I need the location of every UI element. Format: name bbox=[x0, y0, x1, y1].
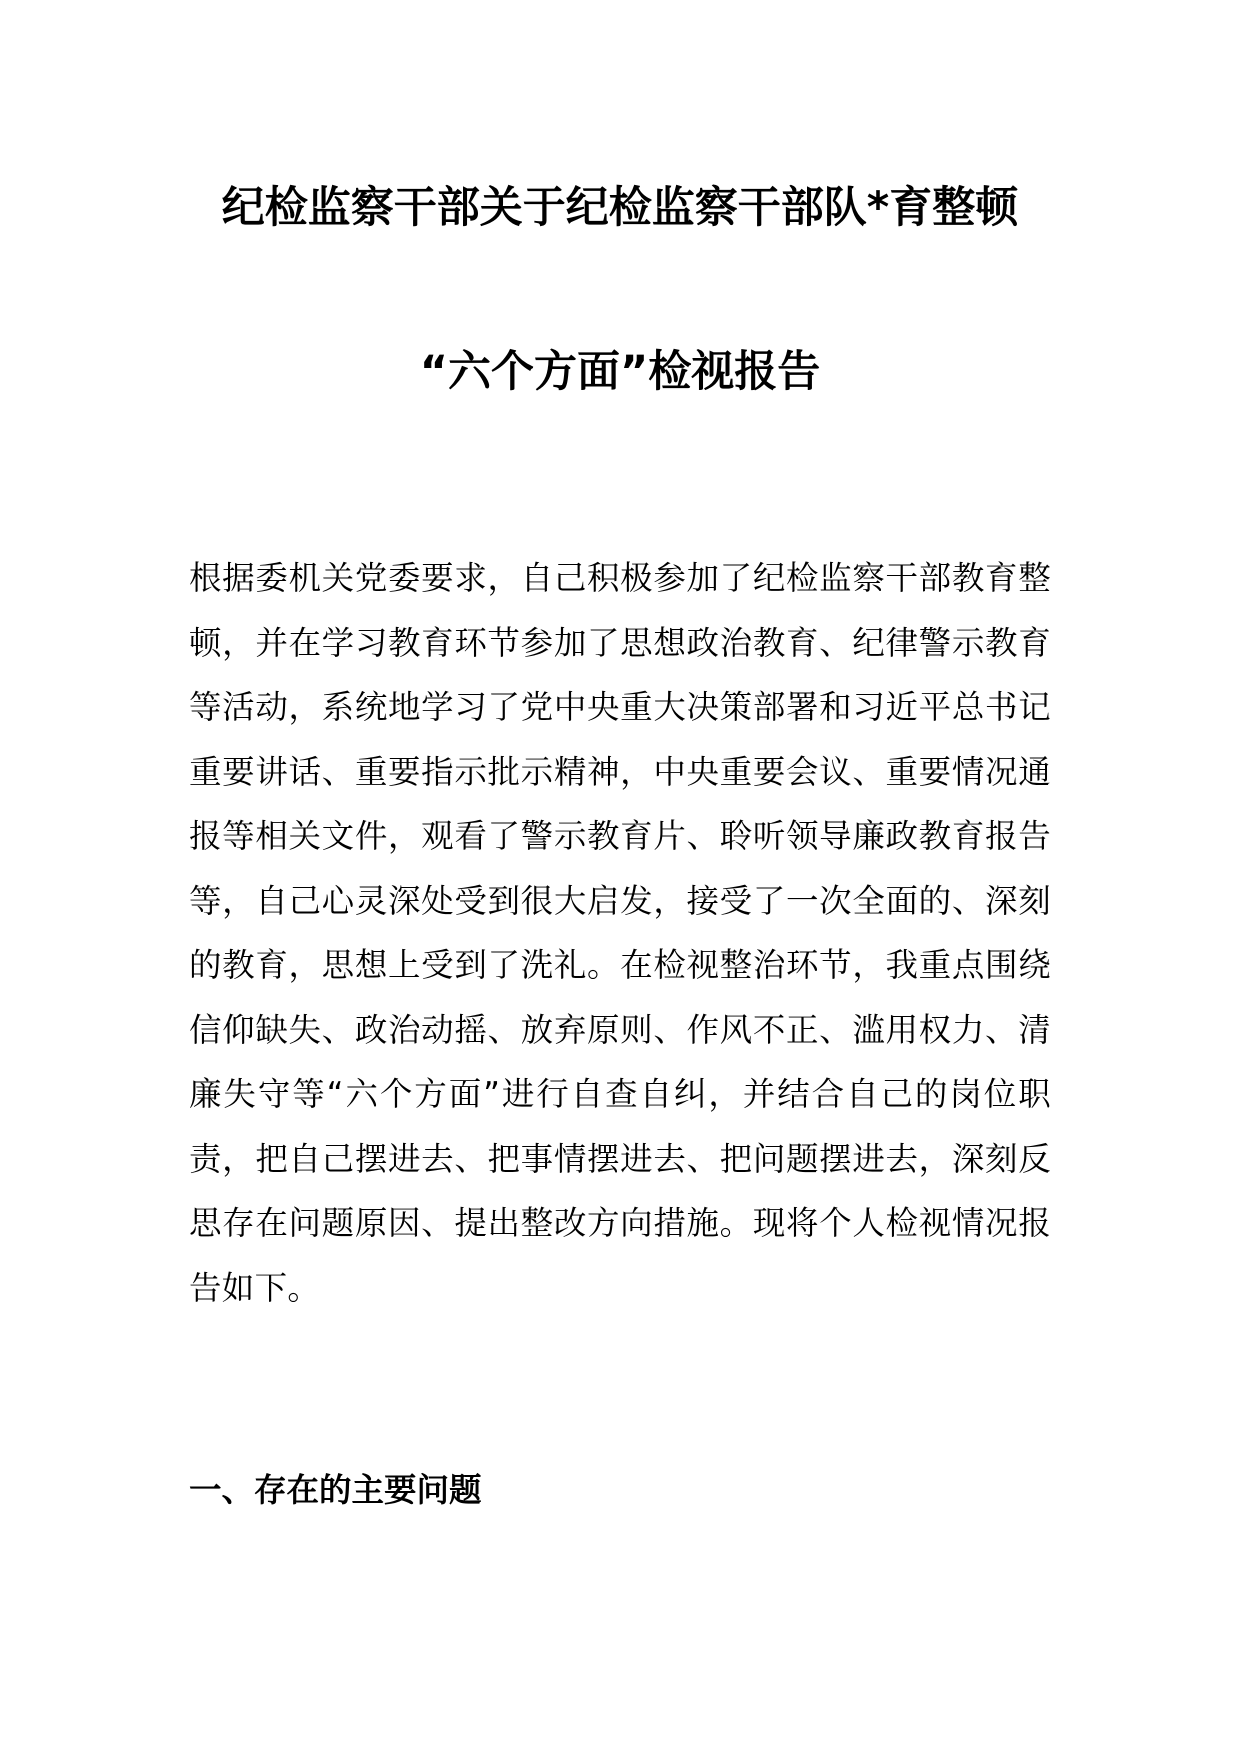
intro-paragraph: 根据委机关党委要求，自己积极参加了纪检监察干部教育整顿，并在学习教育环节参加了思想政治教育、纪律警示教育等活动，系统地学习了党中央重大决策部署和习近平总书记重要讲话、重要指示批示精神，中央重要会议、重要情况通报等相关文件，观看了警示教育片、聆听领导廉政教育报告等，自己心灵深处受到很大启发，接受了一次全面的、深刻的教育，思想上受到了洗礼。在检视整治环节，我重点围绕信仰缺失、政治动摇、放弃原则、作风不正、滥用权力、清廉失守等“六个方面”进行自查自纠，并结合自己的岗位职责，把自己摆进去、把事情摆进去、把问题摆进去，深刻反思存在问题原因、提出整改方向措施。现将个人检视情况报告如下。 bbox=[189, 559, 1051, 1307]
section-heading-main-problems: 一、存在的主要问题 bbox=[189, 1471, 482, 1509]
document-title-line-1: 纪检监察干部关于纪检监察干部队*育整顿 bbox=[221, 183, 1019, 233]
document-title-line-2: “六个方面”检视报告 bbox=[419, 347, 821, 397]
